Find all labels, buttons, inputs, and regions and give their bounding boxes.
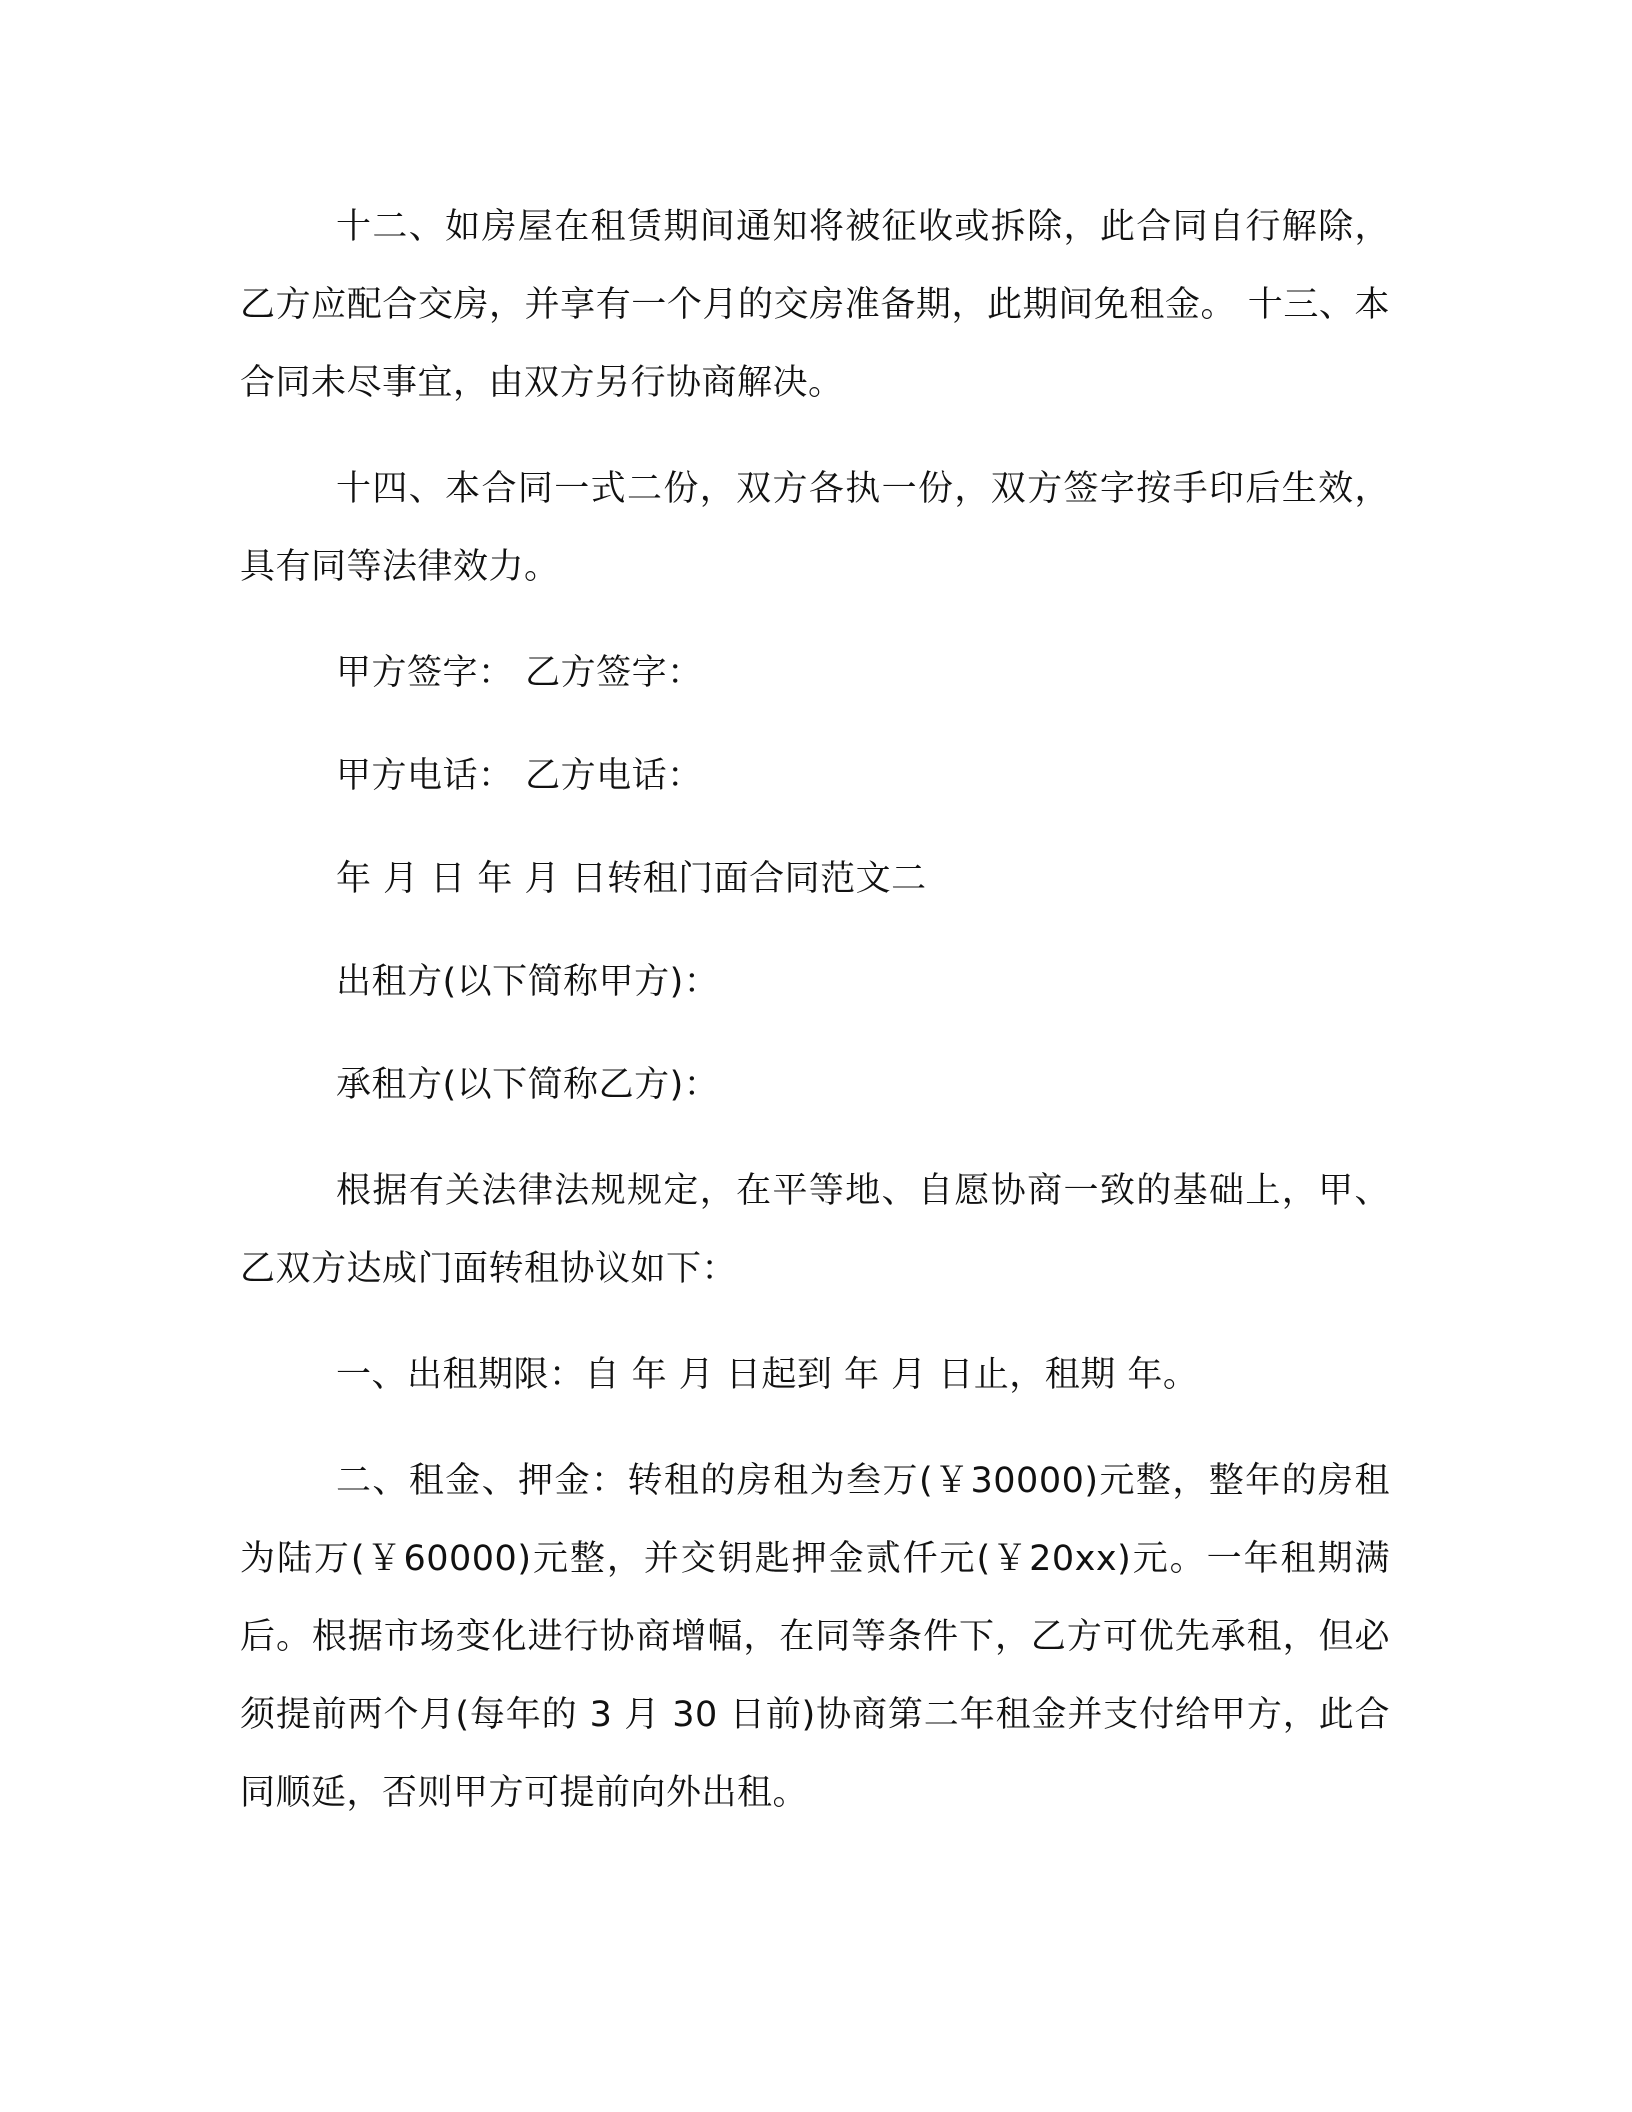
phone-line: 甲方电话： 乙方电话： bbox=[336, 756, 703, 796]
lessee-line: 承租方(以下简称乙方)： bbox=[336, 1065, 720, 1105]
clause-1-term: 一、出租期限：自 年 月 日起到 年 月 日止，租期 年。 bbox=[336, 1355, 1199, 1395]
date-and-title-line: 年 月 日 年 月 日转租门面合同范文二 bbox=[336, 859, 927, 899]
lessor-line: 出租方(以下简称甲方)： bbox=[336, 962, 720, 1002]
clause-14: 十四、本合同一式二份，双方各执一份，双方签字按手印后生效，具有同等法律效力。 bbox=[240, 469, 1390, 587]
preamble: 根据有关法律法规规定，在平等地、自愿协商一致的基础上，甲、乙双方达成门面转租协议如下： bbox=[240, 1171, 1390, 1289]
clause-2-rent-deposit: 二、租金、押金：转租的房租为叁万(￥30000)元整，整年的房租为陆万(￥60000)元整，并交钥匙押金贰仟元(￥20xx)元。一年租期满后。根据市场变化进行协商增幅，在同等条件下，乙方可优先承租，但必须提前两个月(每年的 3 月 30 日前)协商第二年租金并支付给甲方，此合同顺延，否则甲方可提前向外出租。 bbox=[240, 1461, 1390, 1813]
signature-line: 甲方签字： 乙方签字： bbox=[336, 653, 703, 693]
clause-12-13: 十二、如房屋在租赁期间通知将被征收或拆除，此合同自行解除，乙方应配合交房，并享有一个月的交房准备期，此期间免租金。 十三、本合同未尽事宜，由双方另行协商解决。 bbox=[240, 207, 1390, 403]
document-body bbox=[240, 188, 1390, 1832]
